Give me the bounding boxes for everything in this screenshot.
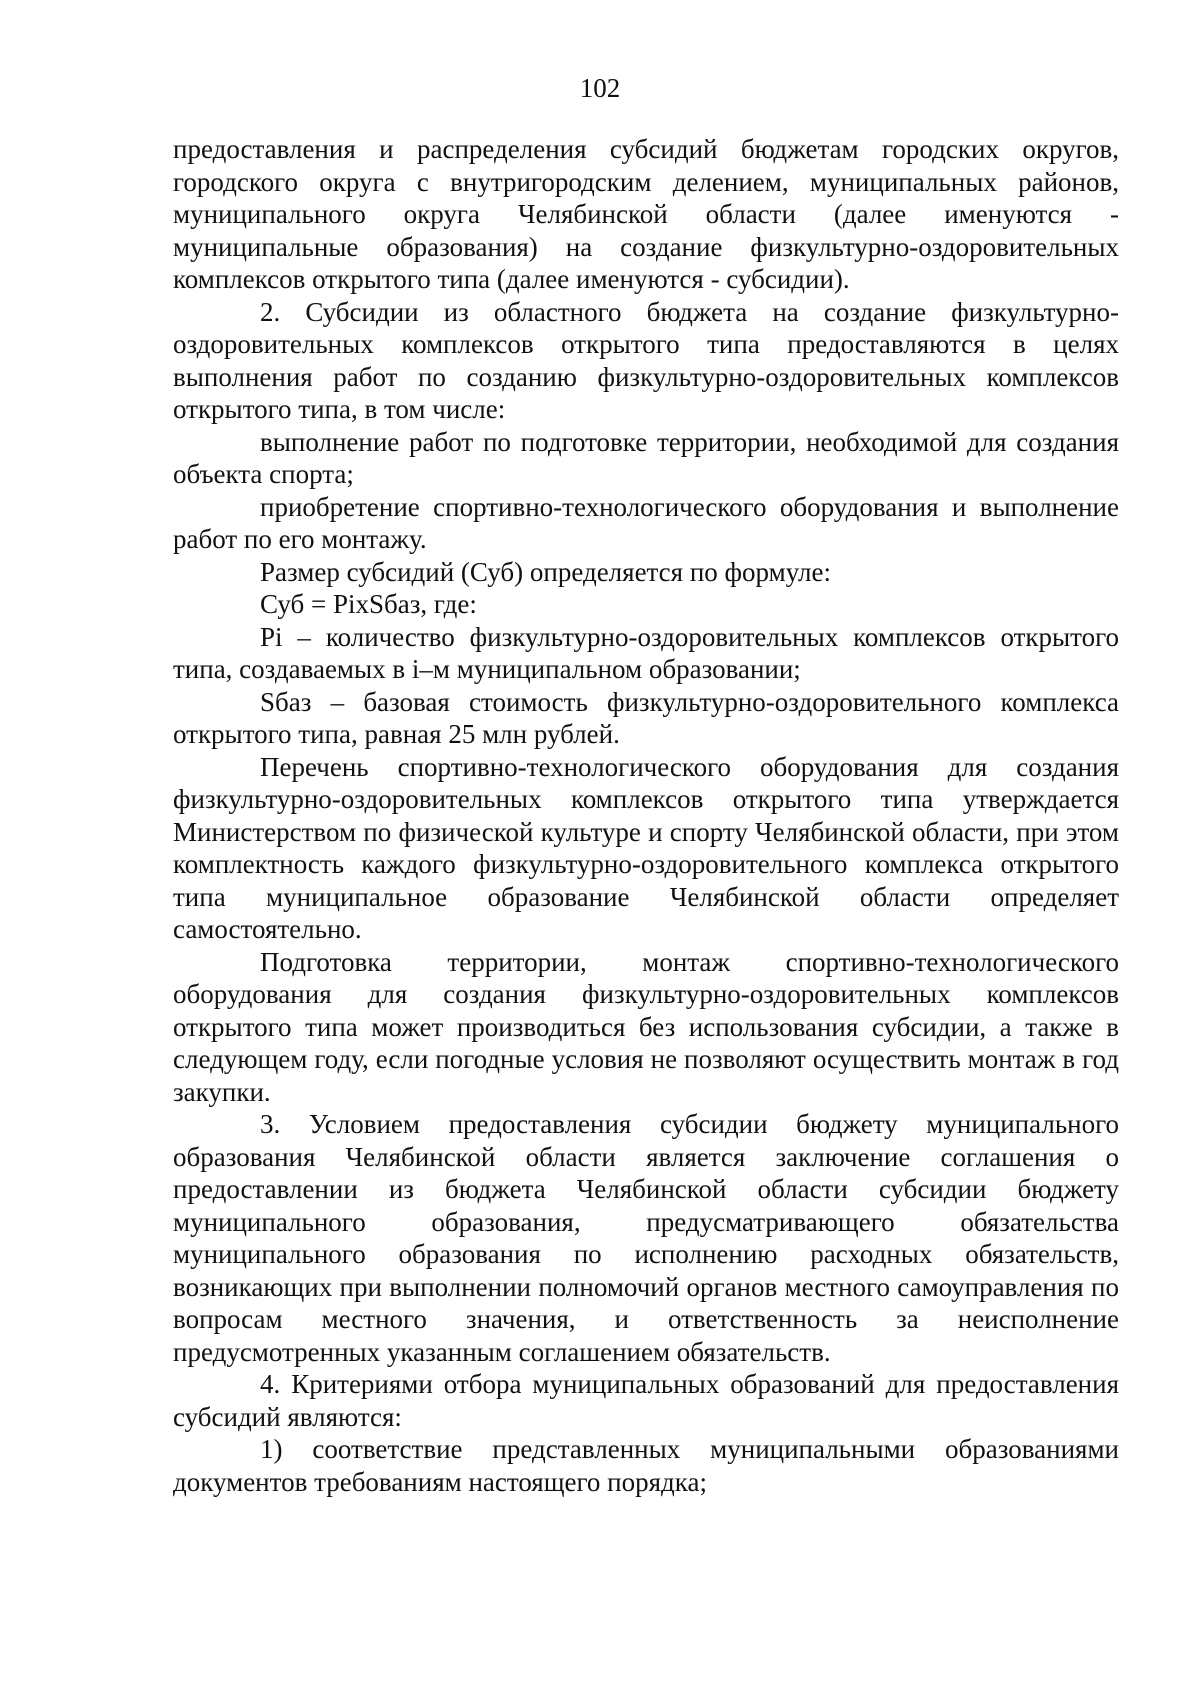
paragraph-formula: Суб = PixSбаз, где: [260,589,477,619]
paragraph-equipment-list: Перечень спортивно-технологического оборудования для создания физкультурно-оздоровительных комплексов открытого типа утверждается Министерством по физической культуре и спорту Челябинской области, при этом комплектность каждого физкультурно-оздоровительного комплекса открытого типа муниципальное образование Челябинской области определяет самостоятельно. [173,751,1119,944]
paragraph-sbaz-definition: Sбаз – базовая стоимость физкультурно-оздоровительного комплекса открытого типа, равная 25 млн рублей. [173,686,1119,749]
paragraph-territory-preparation: выполнение работ по подготовке территории, необходимой для создания объекта спорта; [173,426,1119,489]
paragraph-equipment-purchase: приобретение спортивно-технологического оборудования и выполнение работ по его монтажу. [173,491,1119,554]
page-number: 102 [579,73,621,103]
paragraph-pi-definition: Pi – количество физкультурно-оздоровительных комплексов открытого типа, создаваемых в i–м муниципальном образовании; [173,621,1119,684]
paragraph-formula-intro: Размер субсидий (Суб) определяется по формуле: [260,556,831,587]
paragraph-intro-continuation: предоставления и распределения субсидий бюджетам городских округов, городского округа с внутригородским делением, муниципальных районов, муниципального округа Челябинской области (далее именуются - муниципальные образования) на создание физкультурно-оздоровительных комплексов открытого типа (далее именуются - субсидии). [173,134,1119,294]
paragraph-installation: Подготовка территории, монтаж спортивно-технологического оборудования для создания физкультурно-оздоровительных комплексов открытого типа может производиться без использования субсидии, а также в следующем году, если погодные условия не позволяют осуществить монтаж в год закупки. [173,946,1119,1107]
paragraph-item-4: 4. Критериями отбора муниципальных образований для предоставления субсидий являются: [173,1369,1119,1432]
paragraph-criterion-1: 1) соответствие представленных муниципальными образованиями документов требованиям настоящего порядка; [173,1434,1119,1497]
paragraph-item-3: 3. Условием предоставления субсидии бюджету муниципального образования Челябинской области является заключение соглашения о предоставлении из бюджета Челябинской области субсидии бюджету муниципального образования, предусматривающего обязательства муниципального образования по исполнению расходных обязательств, возникающих при выполнении полномочий органов местного самоуправления по вопросам местного значения, и ответственность за неисполнение предусмотренных указанным соглашением обязательств. [173,1109,1119,1367]
document-body [173,133,1119,1498]
paragraph-item-2: 2. Субсидии из областного бюджета на создание физкультурно-оздоровительных комплексов открытого типа предоставляются в целях выполнения работ по созданию физкультурно-оздоровительных комплексов открытого типа, в том числе: [173,296,1119,424]
